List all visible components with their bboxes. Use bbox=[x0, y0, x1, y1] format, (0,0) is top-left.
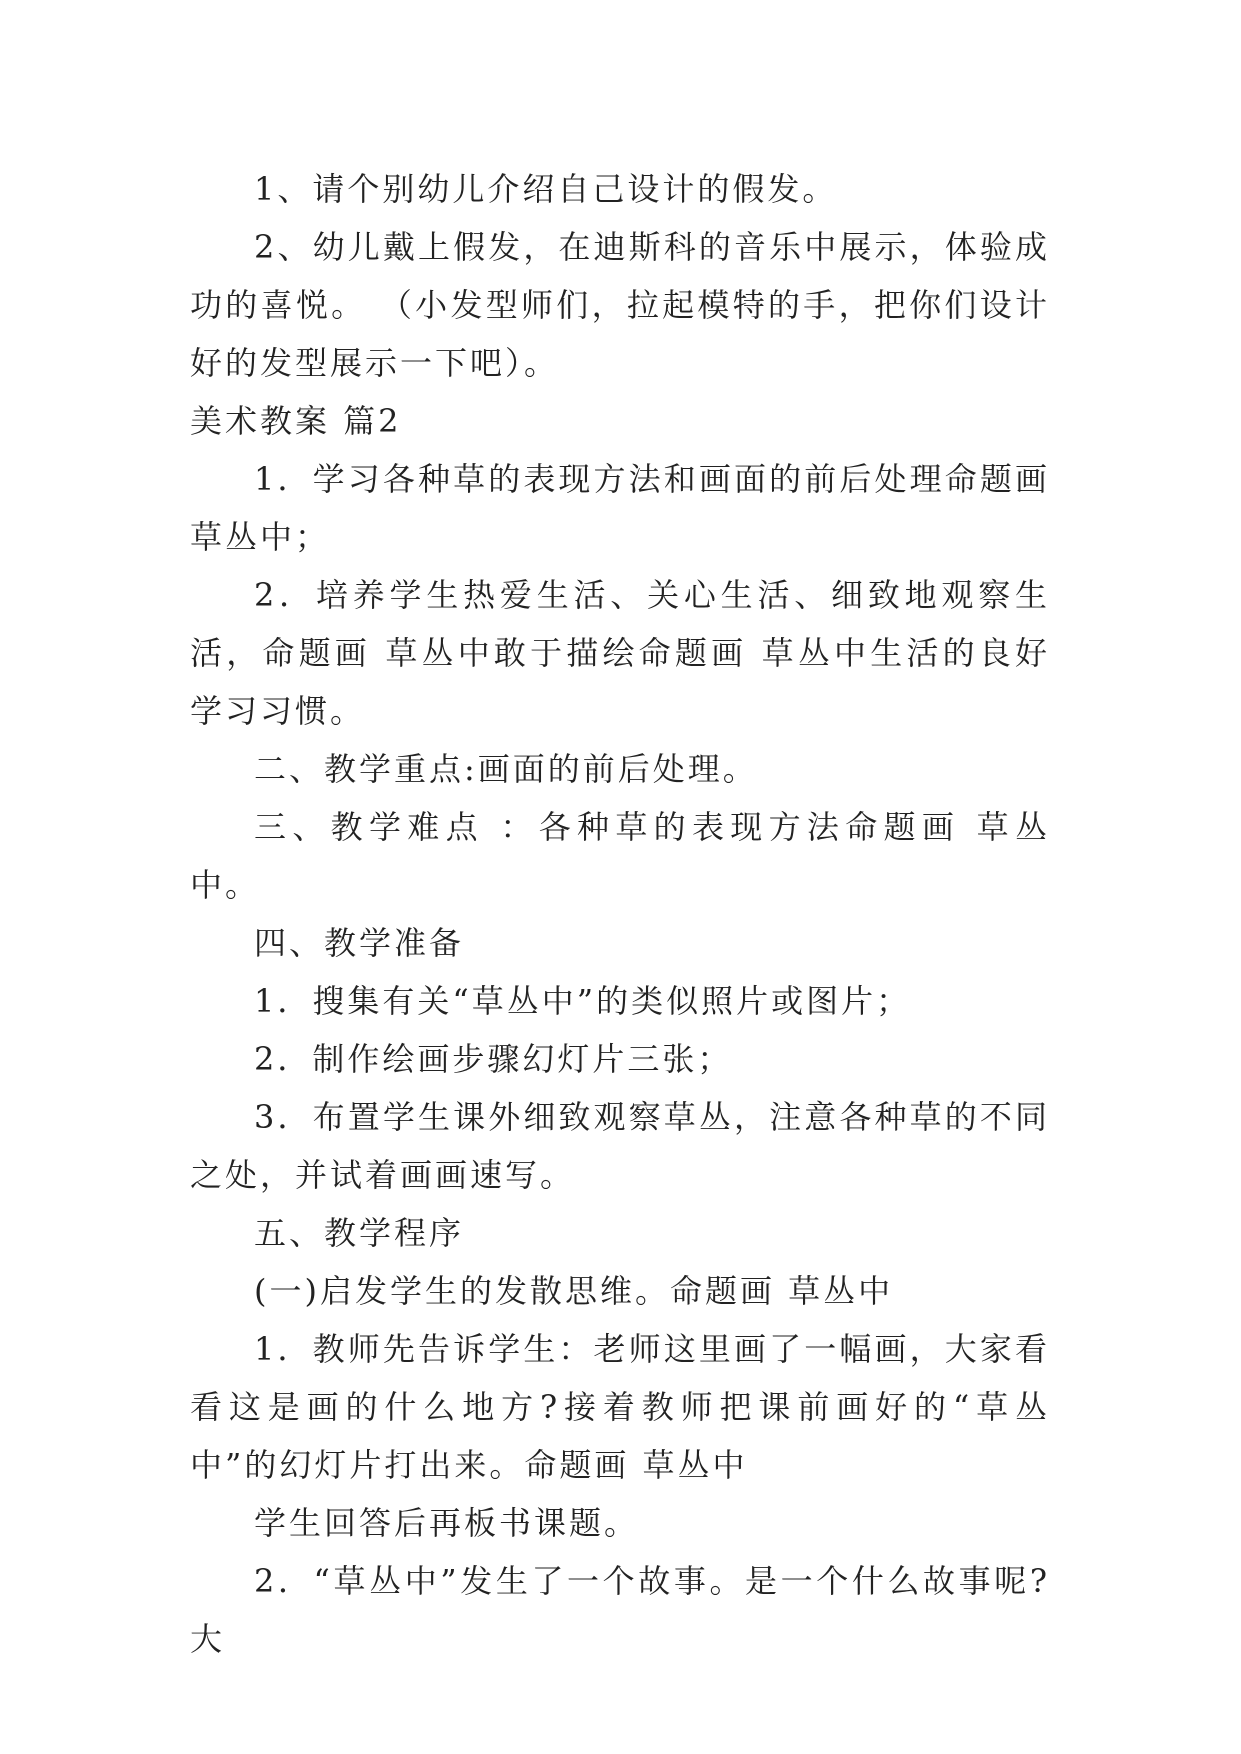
paragraph-5: 2．培养学生热爱生活、关心生活、细致地观察生活，命题画 草丛中敢于描绘命题画 草丛中生活的良好学习习惯。 bbox=[190, 576, 1050, 730]
paragraph-15: 学生回答后再板书课题。 bbox=[254, 1504, 640, 1542]
paragraph-13: (一)启发学生的发散思维。命题画 草丛中 bbox=[254, 1272, 894, 1310]
paragraph-14: 1．教师先告诉学生：老师这里画了一幅画，大家看看这是画的什么地方?接着教师把课前画好的“草丛中”的幻灯片打出来。命题画 草丛中 bbox=[190, 1330, 1050, 1484]
paragraph-12: 五、教学程序 bbox=[254, 1214, 465, 1252]
paragraph-9: 1．搜集有关“草丛中”的类似照片或图片； bbox=[254, 982, 912, 1020]
paragraph-11: 3．布置学生课外细致观察草丛，注意各种草的不同之处，并试着画画速写。 bbox=[190, 1098, 1050, 1194]
paragraph-8: 四、教学准备 bbox=[254, 924, 465, 962]
paragraph-6: 二、教学重点:画面的前后处理。 bbox=[254, 750, 758, 788]
paragraph-7: 三、教学难点 ：各种草的表现方法命题画 草丛中。 bbox=[190, 808, 1050, 904]
paragraph-2: 2、幼儿戴上假发，在迪斯科的音乐中展示，体验成功的喜悦。 （小发型师们，拉起模特的手，把你们设计好的发型展示一下吧）。 bbox=[190, 228, 1050, 382]
section-heading: 美术教案 篇2 bbox=[190, 402, 402, 440]
document-body bbox=[190, 160, 1050, 1668]
paragraph-10: 2．制作绘画步骤幻灯片三张； bbox=[254, 1040, 733, 1078]
paragraph-4: 1．学习各种草的表现方法和画面的前后处理命题画 草丛中； bbox=[190, 460, 1050, 556]
paragraph-16: 2．“草丛中”发生了一个故事。是一个什么故事呢?大 bbox=[190, 1562, 1050, 1658]
paragraph-1: 1、请个别幼儿介绍自己设计的假发。 bbox=[254, 170, 838, 208]
